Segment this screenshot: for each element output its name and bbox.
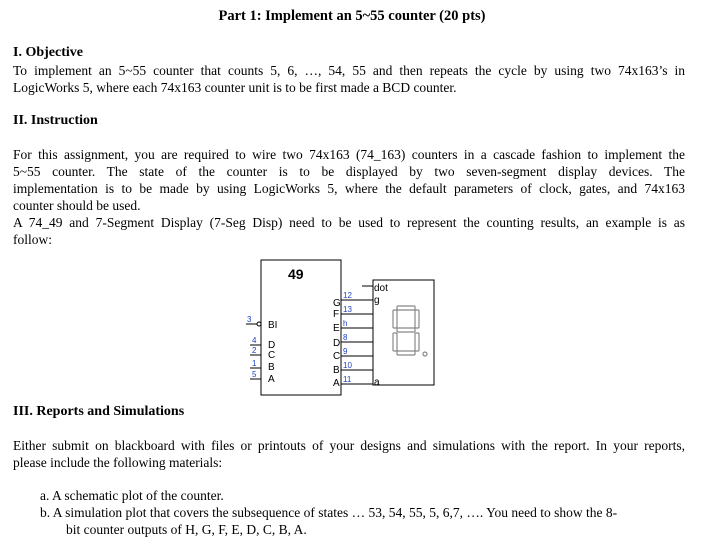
reports-intro-line-2: please include the following materials: xyxy=(13,455,223,470)
pin-name: D xyxy=(268,340,276,351)
output-pin-13: 13 xyxy=(343,305,352,314)
output-letter-b: B xyxy=(333,365,340,376)
objective-line-2: LogicWorks 5, where each 74x163 counter unit is to be first made a BCD counter. xyxy=(13,80,457,95)
decoder-chip-label: 49 xyxy=(288,266,304,282)
output-letter-g: G xyxy=(333,298,341,309)
output-letter-e: E xyxy=(333,323,340,334)
instruction-heading: II. Instruction xyxy=(13,113,98,128)
report-item-a: a. A schematic plot of the counter. xyxy=(40,488,224,503)
objective-paragraph xyxy=(13,62,685,96)
output-letter-f: F xyxy=(333,309,340,320)
output-pin-8: 8 xyxy=(343,333,348,342)
report-item-b-continued: bit counter outputs of H, G, F, E, D, C, B, A. xyxy=(66,522,307,537)
instruction-line-5: A 74_49 and 7-Segment Display (7-Seg Disp) need to be used to represent the counting results, an example is as xyxy=(13,215,685,230)
instruction-line-1: For this assignment, you are required to wire two 74x163 (74_163) counters in a cascade fashion to implement the xyxy=(13,147,685,162)
instruction-line-4: counter should be used. xyxy=(13,198,141,213)
report-item-b: b. A simulation plot that covers the subsequence of states … 53, 54, 55, 5, 6,7, …. You need to show the 8- xyxy=(40,505,618,520)
display-g-label: g xyxy=(374,295,380,306)
output-pin-9: 9 xyxy=(343,347,348,356)
pin-name: BI xyxy=(268,320,278,331)
pin-number: 4 xyxy=(252,336,257,345)
pin-number: 3 xyxy=(247,315,252,324)
instruction-line-6: follow: xyxy=(13,232,52,247)
instruction-line-2: 5~55 counter. The state of the counter is to be displayed by two seven-segment display devices. The xyxy=(13,164,685,179)
objective-line-1: To implement an 5~55 counter that counts 5, 6, …, 54, 55 and then repeats the cycle by using two 74x163’s in xyxy=(13,63,685,78)
pin-number: 5 xyxy=(252,370,257,379)
objective-heading: I. Objective xyxy=(13,45,83,60)
output-pin-11: 11 xyxy=(343,375,352,384)
reports-heading: III. Reports and Simulations xyxy=(13,404,185,419)
pin-name: A xyxy=(268,374,275,385)
output-pin-12: 12 xyxy=(343,291,352,300)
display-a-label: a xyxy=(374,377,380,388)
output-pin-10: 10 xyxy=(343,361,352,370)
reports-intro-line-1: Either submit on blackboard with files or printouts of your designs and simulations with the report. In your reports, xyxy=(13,438,685,453)
output-letter-a: A xyxy=(333,378,340,389)
display-dot-label: dot xyxy=(374,283,388,294)
pin-number: 1 xyxy=(252,359,257,368)
instruction-line-3: implementation is to be made by using LogicWorks 5, where the default parameters of clock, gates, and 74x163 xyxy=(13,181,685,196)
pin-number: 2 xyxy=(252,346,257,355)
instruction-paragraph xyxy=(13,146,685,248)
page-title: Part 1: Implement an 5~55 counter (20 pts) xyxy=(218,8,486,24)
pin-name: B xyxy=(268,362,275,373)
output-pin-h: h xyxy=(343,319,348,328)
output-letter-d: D xyxy=(333,338,341,349)
output-letter-c: C xyxy=(333,351,341,362)
reports-intro-paragraph xyxy=(13,437,685,471)
pin-name: C xyxy=(268,350,276,361)
decoder-display-figure xyxy=(240,258,440,398)
